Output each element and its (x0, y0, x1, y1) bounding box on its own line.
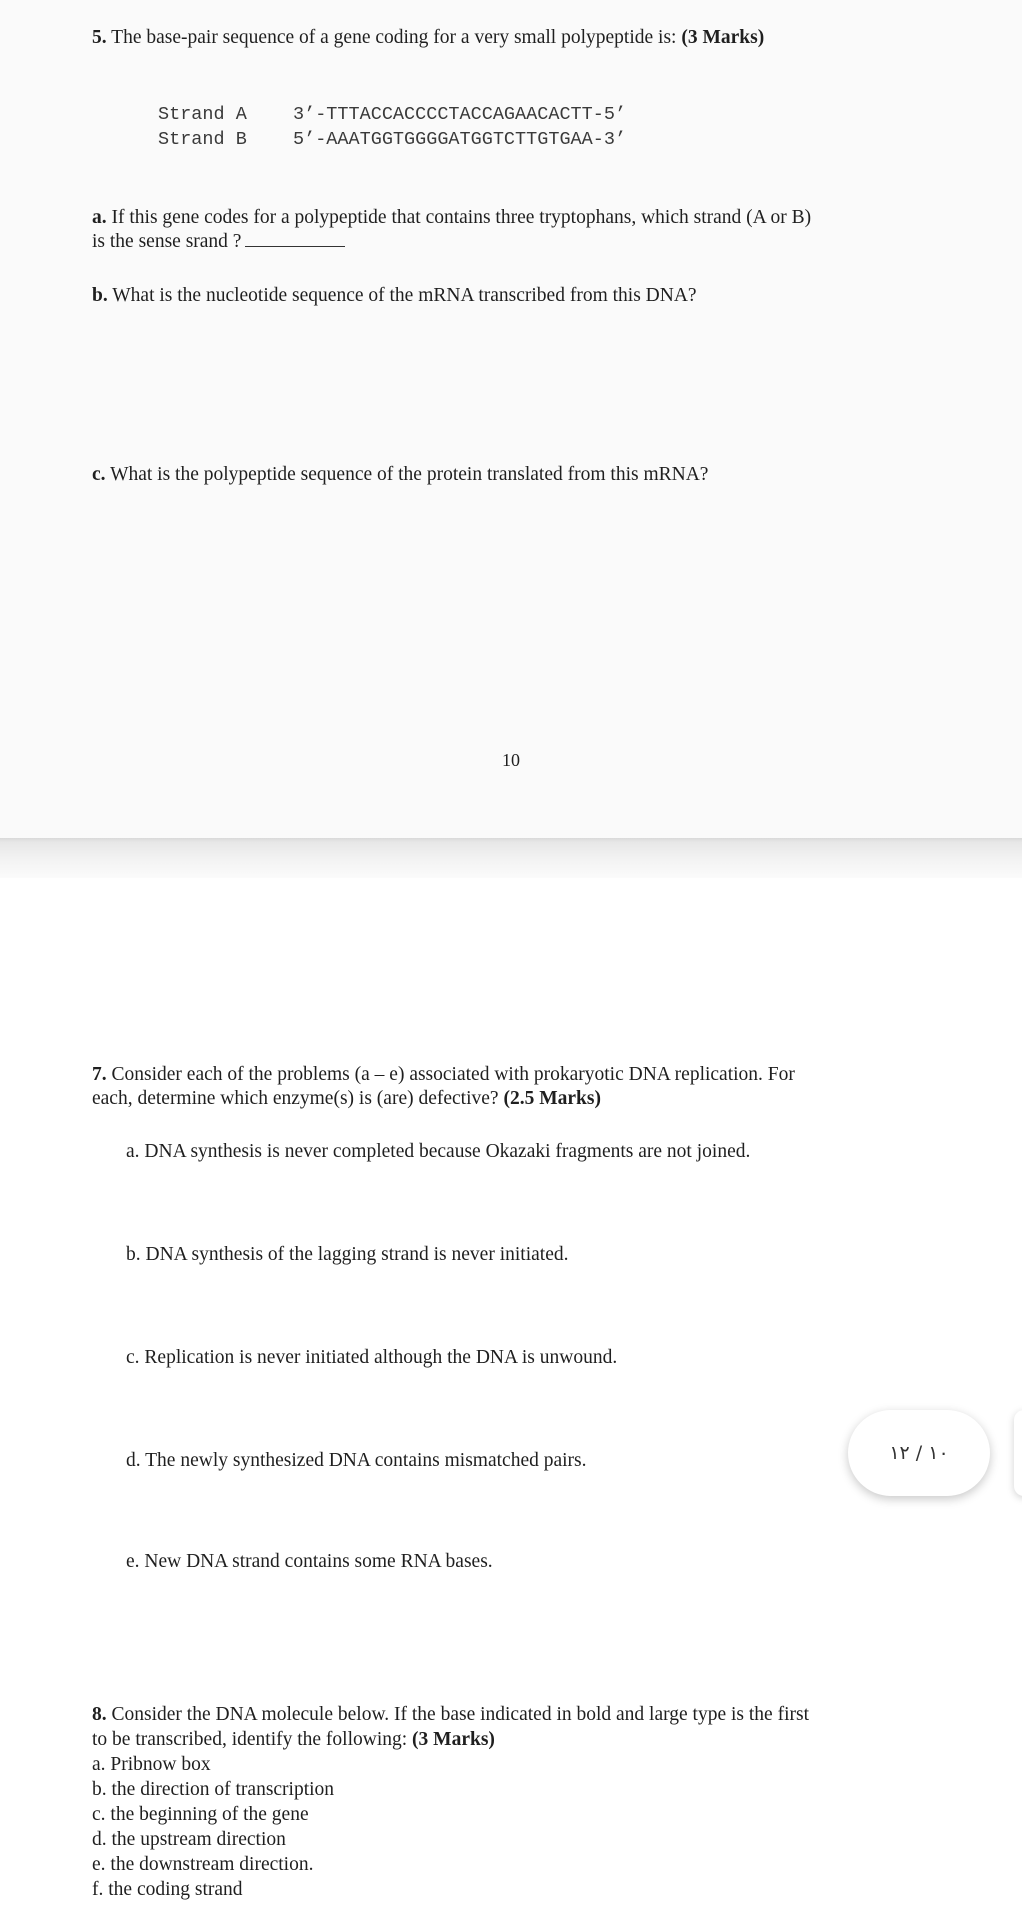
question-8-item-c: c. the beginning of the gene (92, 1804, 309, 1825)
question-8-item-d: d. the upstream direction (92, 1829, 286, 1850)
question-8-line-1 (92, 1703, 809, 1727)
question-5a-line-1 (92, 206, 811, 230)
page-separator (0, 838, 1022, 878)
question-8-item-a: a. Pribnow box (92, 1754, 211, 1775)
question-8-item-b: b. the direction of transcription (92, 1779, 335, 1800)
question-7-text-1: Consider each of the problems (a – e) associated with prokaryotic DNA replication. For (111, 1064, 795, 1085)
question-8-item-f: f. the coding strand (92, 1879, 243, 1900)
question-5c (92, 463, 708, 487)
question-8-text-1: Consider the DNA molecule below. If the base indicated in bold and large type is the first (111, 1704, 809, 1725)
question-8-line-2 (92, 1728, 495, 1752)
strand-a-label: Strand A (158, 104, 247, 125)
question-7-item-e: e. New DNA strand contains some RNA bases. (126, 1551, 493, 1572)
question-7-line-1 (92, 1063, 795, 1087)
page-indicator[interactable] (848, 1410, 990, 1496)
strand-b-label: Strand B (158, 129, 247, 150)
strand-b-sequence: 5’-AAATGGTGGGGATGGTCTTGTGAA-3’ (293, 129, 627, 150)
question-5-text: The base-pair sequence of a gene coding for a very small polypeptide is: (111, 27, 677, 48)
question-7-text-2: each, determine which enzyme(s) is (are) defective? (92, 1088, 499, 1109)
strand-a-sequence: 3’-TTTACCACCCCTACCAGAACACTT-5’ (293, 104, 627, 125)
question-5a-text: If this gene codes for a polypeptide that contains three tryptophans, which strand (A or B) (111, 207, 812, 228)
question-7-item-c: c. Replication is never initiated although the DNA is unwound. (126, 1347, 618, 1368)
scroll-handle[interactable] (1014, 1410, 1022, 1496)
question-8-marks: (3 Marks) (412, 1729, 495, 1750)
question-5c-text: What is the polypeptide sequence of the protein translated from this mRNA? (110, 464, 709, 485)
question-5b-label: b. (92, 285, 108, 306)
question-5-marks: (3 Marks) (681, 27, 765, 48)
question-7-line-2 (92, 1087, 601, 1111)
question-5a-label: a. (92, 207, 107, 228)
question-5a-text-2: is the sense srand ? (92, 231, 242, 252)
question-5c-label: c. (92, 464, 106, 485)
question-5b-text: What is the nucleotide sequence of the mRNA transcribed from this DNA? (112, 285, 697, 306)
question-8-item-e: e. the downstream direction. (92, 1854, 314, 1875)
question-5-heading (92, 26, 764, 50)
page-indicator-text: ١٠ / ١٢ (889, 1442, 949, 1464)
question-8-number: 8. (92, 1704, 107, 1725)
question-7-item-d: d. The newly synthesized DNA contains mismatched pairs. (126, 1450, 587, 1471)
question-7-item-a: a. DNA synthesis is never completed because Okazaki fragments are not joined. (126, 1141, 751, 1162)
question-7-item-b: b. DNA synthesis of the lagging strand is never initiated. (126, 1244, 569, 1265)
answer-blank (245, 245, 345, 247)
page-number: 10 (502, 750, 520, 770)
question-7-marks: (2.5 Marks) (503, 1088, 601, 1109)
question-5b (92, 284, 697, 308)
question-8-text-2: to be transcribed, identify the following: (92, 1729, 408, 1750)
question-5a-line-2 (92, 230, 345, 254)
question-7-number: 7. (92, 1064, 107, 1085)
question-5-number: 5. (92, 27, 107, 48)
